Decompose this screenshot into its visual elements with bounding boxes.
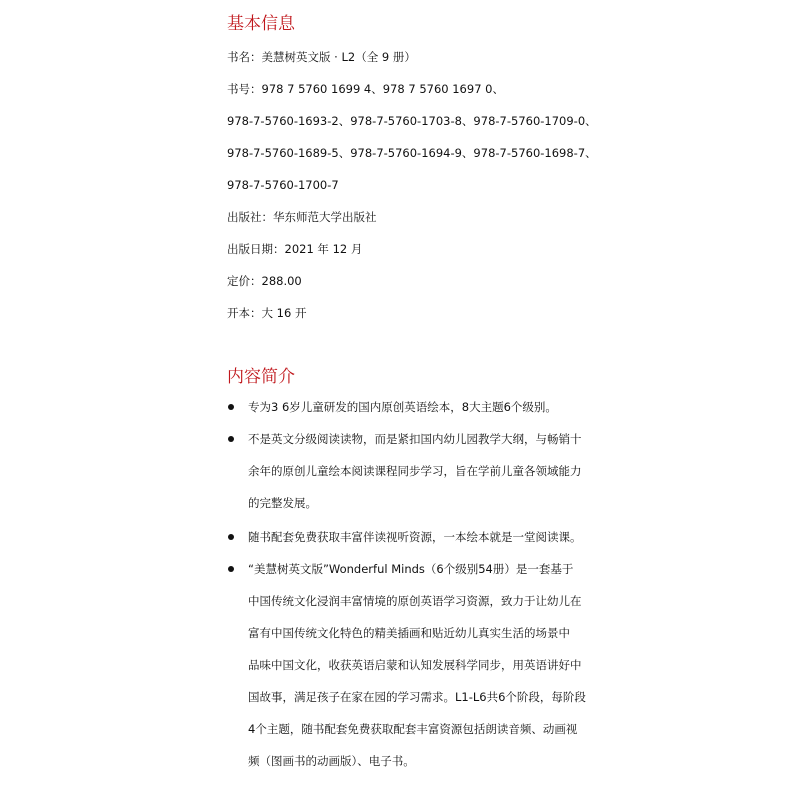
summary-bullet-line: 富有中国传统文化特色的精美插画和贴近幼儿真实生活的场景中 bbox=[248, 626, 570, 640]
summary-bullet-line: 随书配套免费获取丰富伴读视听资源，一本绘本就是一堂阅读课。 bbox=[248, 530, 582, 544]
publication-date: 出版日期：2021 年 12 月 bbox=[227, 242, 363, 256]
bullet-icon bbox=[228, 436, 234, 442]
summary-bullet-line: 不是英文分级阅读读物，而是紧扣国内幼儿园教学大纲，与畅销十 bbox=[248, 432, 582, 446]
book-format: 开本：大 16 开 bbox=[227, 306, 307, 320]
bullet-icon bbox=[228, 566, 234, 572]
summary-bullet-line: 4个主题，随书配套免费获取配套丰富资源包括朗读音频、动画视 bbox=[248, 722, 578, 736]
price: 定价：288.00 bbox=[227, 274, 302, 288]
summary-bullet-line: 国故事，满足孩子在家在园的学习需求。L1-L6共6个阶段，每阶段 bbox=[248, 690, 586, 704]
isbn-line: 978-7-5760-1689-5、978-7-5760-1694-9、978-7-5760-1698-7、 bbox=[227, 146, 597, 160]
summary-bullet-line: 中国传统文化浸润丰富情境的原创英语学习资源，致力于让幼儿在 bbox=[248, 594, 582, 608]
summary-bullet-line: 品味中国文化，收获英语启蒙和认知发展科学同步，用英语讲好中 bbox=[248, 658, 582, 672]
summary-bullet-line: 专为3 6岁儿童研发的国内原创英语绘本，8大主题6个级别。 bbox=[248, 400, 557, 414]
summary-heading: 内容简介 bbox=[227, 367, 295, 387]
isbn-line: 978-7-5760-1700-7 bbox=[227, 178, 339, 192]
bullet-icon bbox=[228, 534, 234, 540]
book-name: 书名：美慧树英文版 · L2（全 9 册） bbox=[227, 50, 416, 64]
basic-info-heading: 基本信息 bbox=[227, 14, 295, 34]
summary-bullet-line: 的完整发展。 bbox=[248, 496, 317, 510]
publisher: 出版社：华东师范大学出版社 bbox=[227, 210, 377, 224]
summary-bullet-line: “美慧树英文版”Wonderful Minds（6个级别54册）是一套基于 bbox=[248, 562, 574, 576]
isbn-line: 书号：978 7 5760 1699 4、978 7 5760 1697 0、 bbox=[227, 82, 504, 96]
summary-bullet-line: 频（图画书的动画版）、电子书。 bbox=[248, 754, 415, 768]
bullet-icon bbox=[228, 404, 234, 410]
isbn-line: 978-7-5760-1693-2、978-7-5760-1703-8、978-7-5760-1709-0、 bbox=[227, 114, 597, 128]
summary-bullet-line: 余年的原创儿童绘本阅读课程同步学习，旨在学前儿童各领域能力 bbox=[248, 464, 582, 478]
